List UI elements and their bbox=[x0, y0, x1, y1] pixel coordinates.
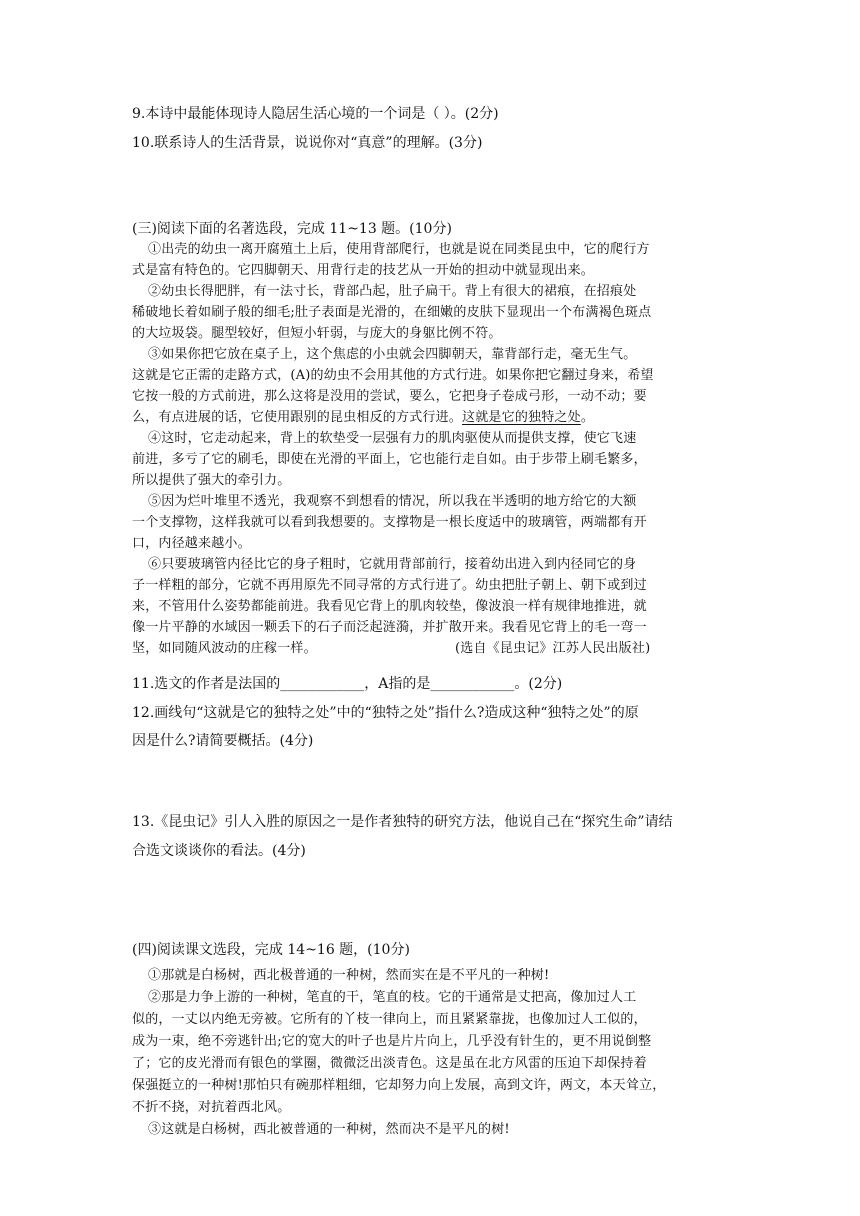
passage-line: 似的，一丈以内绝无旁被。它所有的丫枝一律向上，而且紧紧靠拢，也像加过人工似的， bbox=[132, 1012, 647, 1027]
passage-line: 一个支撑物，这样我就可以看到我想要的。支撑物是一根长度适中的玻璃管，两端都有开 bbox=[132, 515, 647, 530]
passage-line: 这就是它正需的走路方式，(A)的幼虫不会用其他的方式行进。如果你把它翻过身来，希望 bbox=[132, 368, 654, 383]
passage-text: 么，有点进展的话，它使用跟别的昆虫相反的方式行进。 bbox=[132, 410, 463, 425]
question-9: 9.本诗中最能体现诗人隐居生活心境的一个词是（ ）。(2分) bbox=[132, 106, 499, 122]
passage-line: 成为一束，绝不旁逃针出;它的宽大的叶子也是片片向上，几乎没有针生的，更不用说倒整 bbox=[132, 1034, 652, 1049]
passage-line: 所以提供了强大的牵引力。 bbox=[132, 473, 291, 488]
passage-line: ③这就是白杨树，西北被普通的一种树，然而决不是平凡的树! bbox=[148, 1122, 510, 1137]
passage-line: 式是富有特色的。它四脚朝天、用背行走的技艺从一开始的担动中就显现出来。 bbox=[132, 263, 595, 278]
period-mark: 。 bbox=[580, 410, 595, 425]
question-12-cont: 因是什么?请简要概括。(4分) bbox=[132, 733, 314, 749]
passage-line-with-underline bbox=[132, 408, 594, 428]
underlined-sentence: 这就是它的独特之处 bbox=[462, 410, 581, 425]
passage-line: ⑥只要玻璃管内径比它的身子粗时，它就用背部前行，接着幼出进入到内径同它的身 bbox=[148, 557, 637, 572]
question-10: 10.联系诗人的生活背景，说说你对“真意”的理解。(3分) bbox=[132, 135, 483, 151]
passage-line: ③如果你把它放在桌子上，这个焦虑的小虫就会四脚朝天，靠背部行走，毫无生气。 bbox=[148, 347, 637, 362]
passage-line: 口，内径越来越小。 bbox=[132, 536, 251, 551]
passage-line: 像一片平静的水域因一颗丢下的石子而泛起涟漪，并扩散开来。我看见它背上的毛一弯一 bbox=[132, 620, 647, 635]
passage-line: ①那就是白杨树，西北极普通的一种树，然而实在是不平凡的一种树! bbox=[148, 968, 550, 983]
passage-line: ⑤因为烂叶堆里不透光，我观察不到想看的情况，所以我在半透明的地方给它的大额 bbox=[148, 494, 637, 509]
passage-line: 不折不挠，对抗着西北风。 bbox=[132, 1100, 291, 1115]
passage-line: 前进，多亏了它的刷毛，即使在光滑的平面上，它也能行走自如。由于步带上刷毛繁多， bbox=[132, 452, 647, 467]
passage-line: 的大垃圾袋。腿型较好，但短小轩弱，与庞大的身躯比例不符。 bbox=[132, 326, 502, 341]
passage-line: ②那是力争上游的一种树，笔直的干，笔直的枝。它的干通常是丈把高，像加过人工 bbox=[148, 990, 637, 1005]
question-11: 11.选文的作者是法国的____________，A指的是____________。(2分) bbox=[132, 676, 563, 692]
question-13: 13.《昆虫记》引人入胜的原因之一是作者独特的研究方法，他说自己在“探究生命”请结 bbox=[132, 814, 673, 830]
passage-line: 保强挺立的一种树!那怕只有碗那样粗细，它却努力向上发展，高到文许，两文，本天耸立， bbox=[132, 1078, 666, 1093]
passage-line: 来，不管用什么姿势都能前进。我看见它背上的肌肉较垫，像波浪一样有规律地推进，就 bbox=[132, 599, 647, 614]
section-4-header: (四)阅读课文选段，完成 14~16 题，(10分) bbox=[132, 942, 410, 958]
passage-line: ①出壳的幼虫一离开腐殖土上后，使用背部爬行，也就是说在同类昆虫中，它的爬行方 bbox=[148, 242, 650, 257]
passage-line: 子一样粗的部分，它就不再用原先不同寻常的方式行进了。幼虫把肚子朝上、朝下或到过 bbox=[132, 578, 647, 593]
question-13-cont: 合选文谈谈你的看法。(4分) bbox=[132, 843, 306, 859]
section-3-header: (三)阅读下面的名著选段，完成 11~13 题。(10分) bbox=[132, 221, 452, 237]
passage-line: 了；它的皮光滑而有银色的掌圈，微微泛出淡青色。这是虽在北方风雷的压迫下却保持着 bbox=[132, 1056, 647, 1071]
passage-line: 它按一般的方式前进，那么这将是没用的尝试，要么，它把身子卷成弓形，一动不动；要 bbox=[132, 389, 647, 404]
passage-line: ②幼虫长得肥胖，有一法寸长，背部凸起，肚子扁干。背上有很大的裙痕，在招痕处 bbox=[148, 284, 637, 299]
passage-line: ④这时，它走动起来，背上的软垫受一层强有力的肌肉驱使从而提供支撑，使它飞速 bbox=[148, 431, 637, 446]
passage-line: 坚，如同随风波动的庄稼一样。 bbox=[132, 641, 317, 656]
question-12: 12.画线句“这就是它的独特之处”中的“独特之处”指什么?造成这种“独特之处”的原 bbox=[132, 705, 639, 721]
passage-source: (选自《昆虫记》江苏人民出版社) bbox=[455, 641, 651, 656]
passage-line: 稀破地长着如刷子般的细毛;肚子表面是光滑的，在细嫩的皮肤下显现出一个布满褐色斑点 bbox=[132, 305, 652, 320]
